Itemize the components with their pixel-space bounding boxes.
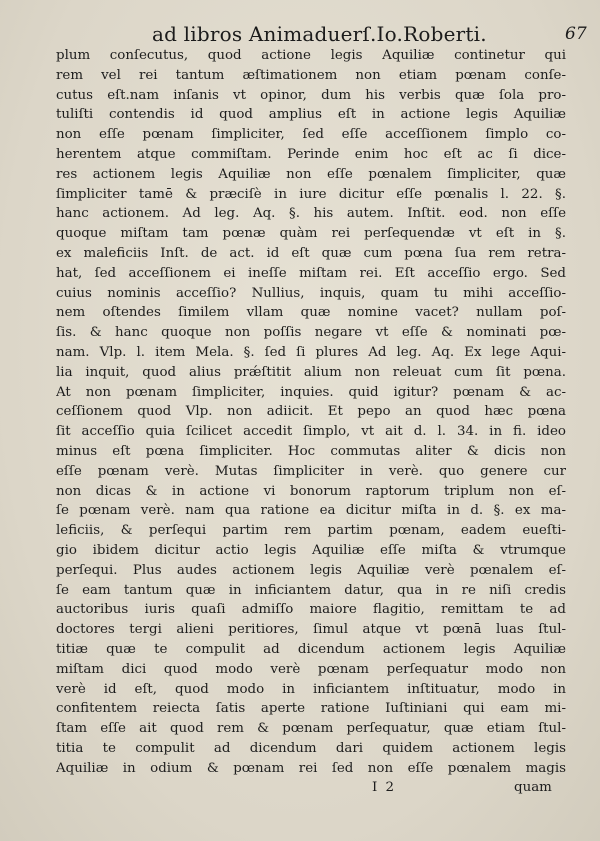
text-line: verè id eſt, quod modo in inficiantem inſtituatur, modo in: [56, 681, 566, 697]
running-title: ad libros Animaduerſ.Io.Roberti.: [152, 22, 487, 46]
text-line: leficiis, & perſequi partim rem partim pœnam, eadem eueſti-: [56, 523, 566, 539]
text-line: hat, ſed acceſſionem ei ineſſe miſtam rei. Eſt acceſſio ergo. Sed: [56, 265, 566, 281]
text-line: plum conſecutus, quod actione legis Aquiliæ continetur qui: [56, 48, 566, 63]
text-line: res actionem legis Aquiliæ non eſſe pœnalem ſimpliciter, quæ: [56, 166, 566, 182]
text-line: nam. Vlp. l. item Mela. §. ſed ſi plures Ad leg. Aq. Ex lege Aqui-: [56, 344, 566, 360]
text-line: ſit acceſſio quia ſcilicet accedit ſimplo, vt ait d. l. 34. in fi. ideo: [56, 424, 566, 440]
text-line: confitentem reiecta ſatis aperte ratione Iuſtiniani qui eam mi-: [56, 701, 566, 717]
text-line: quoque miſtam tam pœnæ quàm rei perſequendæ vt eſt in §.: [56, 226, 566, 242]
text-line: ſe pœnam verè. nam qua ratione ea dicitur miſta in d. §. ex ma-: [56, 503, 566, 519]
text-line: lia inquit, quod alius prǽſtitit alium non releuat cum ſit pœna.: [56, 364, 566, 380]
text-line: non dicas & in actione vi bonorum raptorum triplum non eſ-: [56, 483, 566, 499]
text-line: titiæ quæ te compulit ad dicendum actionem legis Aquiliæ: [56, 641, 566, 657]
text-line: minus eſt pœna ſimpliciter. Hoc commutas aliter & dicis non: [56, 443, 566, 459]
page-number: 67: [565, 24, 587, 44]
page-footer: [0, 780, 600, 802]
text-line: ſis. & hanc quoque non poſſis negare vt eſſe & nominati pœ-: [56, 325, 566, 341]
text-line: Aquiliæ in odium & pœnam rei ſed non eſſe pœnalem magis: [56, 760, 566, 776]
text-line: ſe eam tantum quæ in inficiantem datur, qua in re niſi credis: [56, 582, 566, 598]
text-line: auctoribus iuris quaſi admiſſo maiore flagitio, remittam te ad: [56, 602, 566, 618]
text-line: ſimpliciter tamē & præciſè in iure dicitur eſſe pœnalis l. 22. §.: [56, 186, 566, 202]
text-line: At non pœnam ſimpliciter, inquies. quid igitur? pœnam & ac-: [56, 384, 566, 400]
text-line: gio ibidem dicitur actio legis Aquiliæ eſſe miſta & vtrumque: [56, 542, 566, 558]
text-line: miſtam dici quod modo verè pœnam perſequatur modo non: [56, 661, 566, 677]
text-line: non eſſe pœnam ſimpliciter, ſed eſſe acceſſionem ſimplo co-: [56, 127, 566, 143]
text-line: ſtam eſſe ait quod rem & pœnam perſequatur, quæ etiam ſtul-: [56, 721, 566, 737]
text-line: perſequi. Plus audes actionem legis Aquiliæ verè pœnalem eſ-: [56, 562, 566, 578]
signature-mark: I 2: [372, 780, 397, 795]
text-line: tuliſti contendis id quod amplius eſt in actione legis Aquiliæ: [56, 107, 566, 123]
text-line: cuius nominis acceſſio? Nullius, inquis, quam tu mihi acceſſio-: [56, 285, 566, 301]
text-line: rem vel rei tantum æſtimationem non etiam pœnam conſe-: [56, 67, 566, 83]
body-text: [56, 46, 566, 778]
text-line: hanc actionem. Ad leg. Aq. §. his autem. Inſtit. eod. non eſſe: [56, 206, 566, 222]
text-line: cutus eſt.nam inſanis vt opinor, dum his verbis quæ ſola pro-: [56, 87, 566, 103]
text-line: titia te compulit ad dicendum dari quidem actionem legis: [56, 740, 566, 756]
text-line: ex maleficiis Inſt. de act. id eſt quæ cum pœna ſua rem retra-: [56, 245, 566, 261]
text-line: nem oſtendes ſimilem vllam quæ nomine vacet? nullam poſ-: [56, 305, 566, 321]
text-line: eſſe pœnam verè. Mutas ſimpliciter in verè. quo genere cur: [56, 463, 566, 479]
text-line: ceſſionem quod Vlp. non adiicit. Et pepo an quod hæc pœna: [56, 404, 566, 420]
text-line: herentem atque commiſtam. Perinde enim hoc eſt ac ſi dice-: [56, 146, 566, 162]
catchword: quam: [514, 780, 552, 795]
text-line: doctores tergi alieni peritiores, ſimul atque vt pœnā luas ſtul-: [56, 622, 566, 638]
